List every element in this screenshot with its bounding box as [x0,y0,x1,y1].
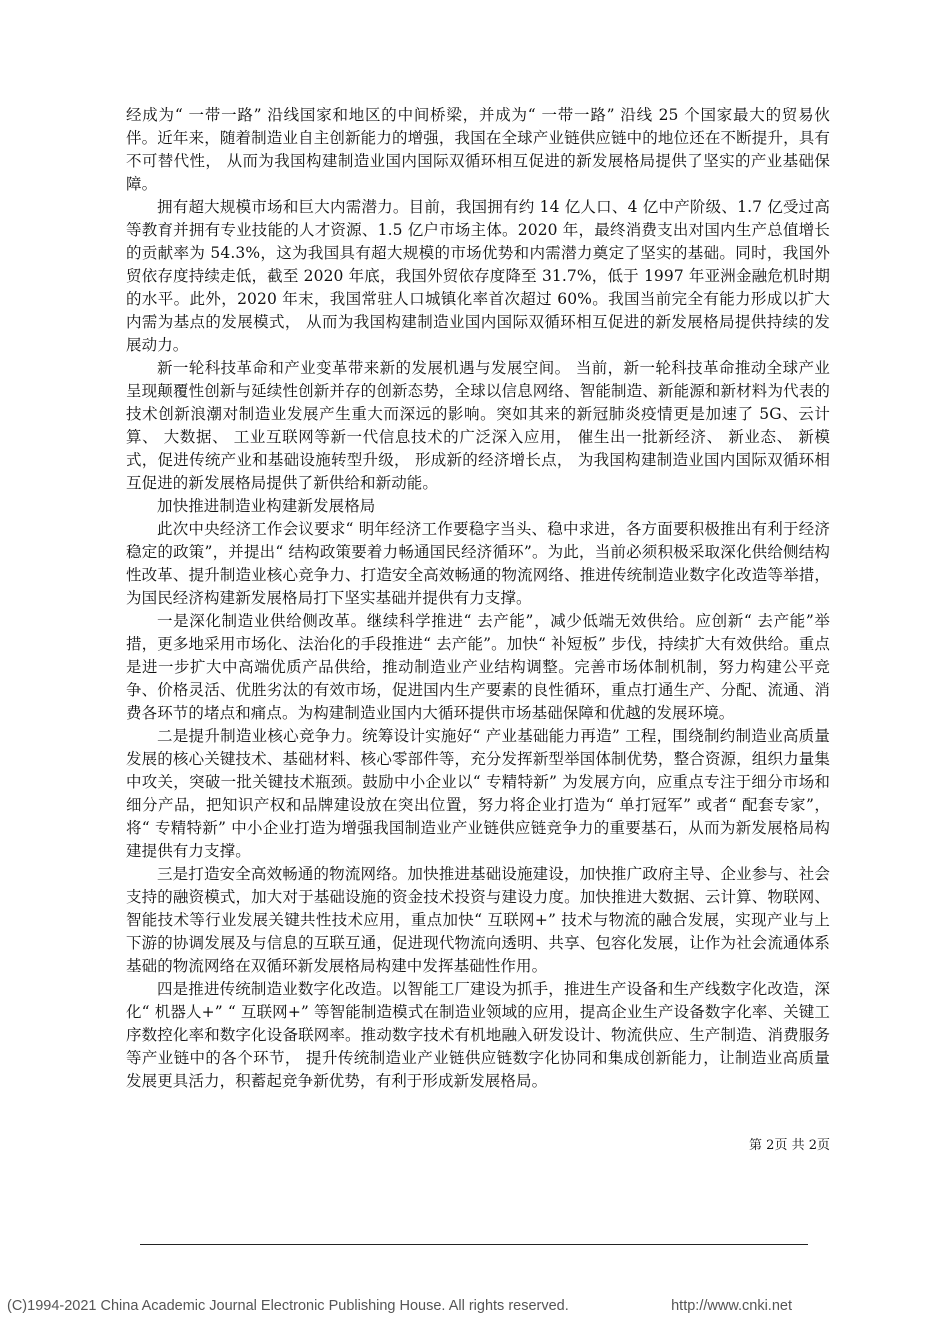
section-heading: 加快推进制造业构建新发展格局 [157,497,376,515]
footer-divider [140,1244,808,1245]
paragraph-supply-side-reform: 一是深化制造业供给侧改革。继续科学推进“ 去产能”，减少低端无效供给。应创新“ 去产能”举措，更多地采用市场化、法治化的手段推进“ 去产能”。加快“ 补短板” 步伐，持续扩大有效供给。重点是进一步扩大中高端优质产品供给，推动制造业产业结构调整。完善市场体制机制，努力构建公平竞争、价格灵活、优胜劣汰的有效市场，促进国内生产要素的良性循环，重点打通生产、分配、流通、消费各环节的堵点和痛点。为构建制造业国内大循环提供市场基础保障和优越的发展环境。 [126,612,830,722]
paragraph-logistics-network: 三是打造安全高效畅通的物流网络。加快推进基础设施建设，加快推广政府主导、企业参与、社会支持的融资模式，加大对于基础设施的资金技术投资与建设力度。加快推进大数据、云计算、物联网、智能技术等行业发展关键共性技术应用，重点加快“ 互联网+” 技术与物流的融合发展，实现产业与上下游的协调发展及与信息的互联互通，促进现代物流向透明、共享、包容化发展，让作为社会流通体系基础的物流网络在双循环新发展格局构建中发挥基础性作用。 [126,865,830,975]
paragraph-economic-conference: 此次中央经济工作会议要求“ 明年经济工作要稳字当头、稳中求进，各方面要积极推出有利于经济稳定的政策”，并提出“ 结构政策要着力畅通国民经济循环”。为此，当前必须积极采取深化供给侧结构性改革、提升制造业核心竞争力、打造安全高效畅通的物流网络、推进传统制造业数字化改造等举措，为国民经济构建新发展格局打下坚实基础并提供有力支撑。 [126,520,830,607]
paragraph-digital-transformation: 四是推进传统制造业数字化改造。以智能工厂建设为抓手，推进生产设备和生产线数字化改造，深化“ 机器人+” “ 互联网+” 等智能制造模式在制造业领域的应用，提高企业生产设备数字化率、关键工序数控化率和数字化设备联网率。推动数字技术有机地融入研发设计、物流供应、生产制造、消费服务等产业链中的各个环节， 提升传统制造业产业链供应链数字化协同和集成创新能力，让制造业高质量发展更具活力，积蓄起竞争新优势，有利于形成新发展格局。 [126,980,830,1090]
paragraph-core-competitiveness: 二是提升制造业核心竞争力。统筹设计实施好“ 产业基础能力再造” 工程，围绕制约制造业高质量发展的核心关键技术、基础材料、核心零部件等，充分发挥新型举国体制优势，整合资源，组织力量集中攻关，突破一批关键技术瓶颈。鼓励中小企业以“ 专精特新” 为发展方向，应重点专注于细分市场和细分产品，把知识产权和品牌建设放在突出位置，努力将企业打造为“ 单打冠军” 或者“ 配套专家”，将“ 专精特新” 中小企业打造为增强我国制造业产业链供应链竞争力的重要基石，从而为新发展格局构建提供有力支撑。 [126,727,830,860]
paragraph-tech-revolution: 新一轮科技革命和产业变革带来新的发展机遇与发展空间。 当前，新一轮科技革命推动全球产业呈现颠覆性创新与延续性创新并存的创新态势，全球以信息网络、智能制造、新能源和新材料为代表的技术创新浪潮对制造业发展产生重大而深远的影响。突如其来的新冠肺炎疫情更是加速了 5G、云计算、 大数据、 工业互联网等新一代信息技术的广泛深入应用， 催生出一批新经济、 新业态、 新模式，促进传统产业和基础设施转型升级， 形成新的经济增长点， 为我国构建制造业国内国际双循环相互促进的新发展格局提供了新供给和新动能。 [126,359,830,492]
paragraph-trade-bridge: 经成为“ 一带一路” 沿线国家和地区的中间桥梁，并成为“ 一带一路” 沿线 25 个国家最大的贸易伙伴。近年来，随着制造业自主创新能力的增强，我国在全球产业链供应链中的地位还在不断提升，具有不可替代性， 从而为我国构建制造业国内国际双循环相互促进的新发展格局提供了坚实的产业基础保障。 [126,106,830,193]
footer-url: http://www.cnki.net [671,1298,792,1314]
paragraph-market-potential: 拥有超大规模市场和巨大内需潜力。目前，我国拥有约 14 亿人口、4 亿中产阶级、1.7 亿受过高等教育并拥有专业技能的人才资源、1.5 亿户市场主体。2020 年，最终消费支出对国内生产总值增长的贡献率为 54.3%，这为我国具有超大规模的市场优势和内需潜力奠定了坚实的基础。同时，我国外贸依存度持续走低，截至 2020 年底，我国外贸依存度降至 31.7%，低于 1997 年亚洲金融危机时期的水平。此外，2020 年末，我国常驻人口城镇化率首次超过 60%。我国当前完全有能力形成以扩大内需为基点的发展模式， 从而为我国构建制造业国内国际双循环相互促进的新发展格局提供持续的发展动力。 [126,198,830,354]
page-number: 第 2页 共 2页 [749,1138,830,1153]
footer [0,1296,950,1322]
article-body [126,104,830,1093]
copyright-notice: (C)1994-2021 China Academic Journal Electronic Publishing House. All rights reserved. [7,1298,569,1314]
